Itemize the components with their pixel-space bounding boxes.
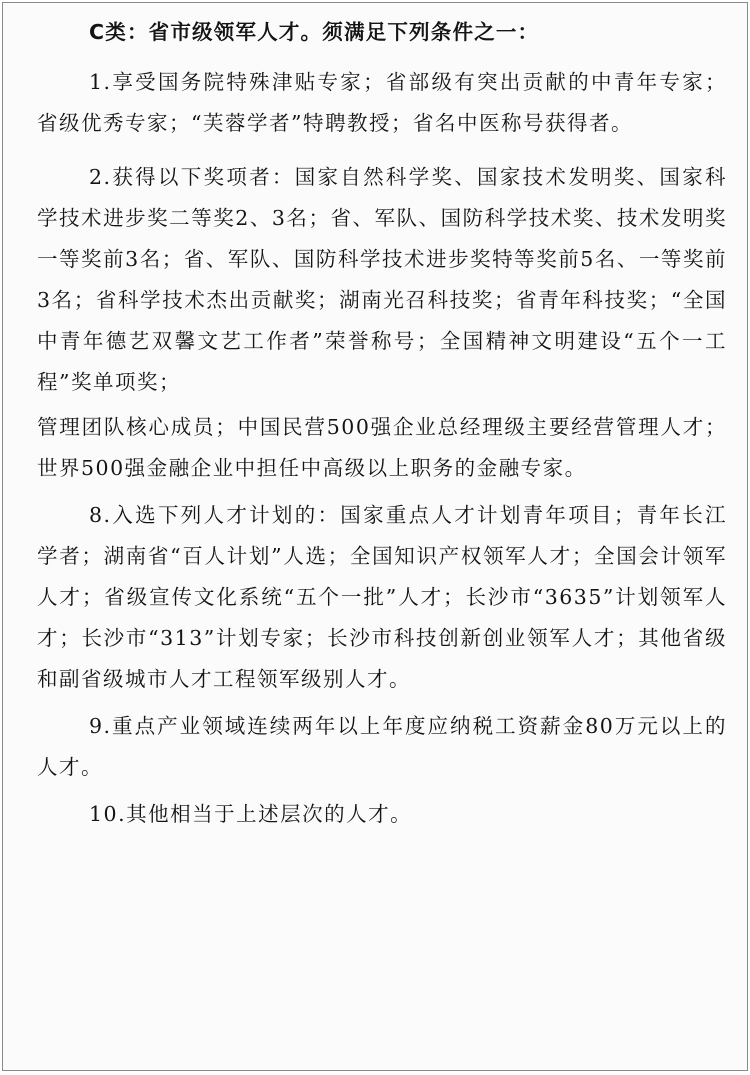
document-page (2, 2, 748, 1071)
item-2-paragraph: 2.获得以下奖项者：国家自然科学奖、国家技术发明奖、国家科学技术进步奖二等奖2、3名；省、军队、国防科学技术奖、技术发明奖一等奖前3名；省、军队、国防科学技术进步奖特等奖前5名、一等奖前3名；省科学技术杰出贡献奖；湖南光召科技奖；省青年科技奖；“全国中青年德艺双馨文艺工作者”荣誉称号；全国精神文明建设“五个一工程”奖单项奖； (37, 165, 727, 394)
section-heading: C类：省市级领军人才。须满足下列条件之一： (89, 20, 540, 44)
item-9-paragraph: 9.重点产业领域连续两年以上年度应纳税工资薪金80万元以上的人才。 (37, 714, 727, 779)
document-body (37, 17, 727, 835)
continuation-paragraph: 管理团队核心成员；中国民营500强企业总经理级主要经营管理人才；世界500强金融企业中担任中高级以上职务的金融专家。 (37, 415, 727, 480)
item-1-paragraph: 1.享受国务院特殊津贴专家；省部级有突出贡献的中青年专家；省级优秀专家；“芙蓉学者”特聘教授；省名中医称号获得者。 (37, 70, 727, 135)
item-10-paragraph: 10.其他相当于上述层次的人才。 (89, 802, 413, 826)
item-8-paragraph: 8.入选下列人才计划的：国家重点人才计划青年项目；青年长江学者；湖南省“百人计划”人选；全国知识产权领军人才；全国会计领军人才；省级宣传文化系统“五个一批”人才；长沙市“3635”计划领军人才；长沙市“313”计划专家；长沙市科技创新创业领军人才；其他省级和副省级城市人才工程领军级别人才。 (37, 503, 727, 691)
